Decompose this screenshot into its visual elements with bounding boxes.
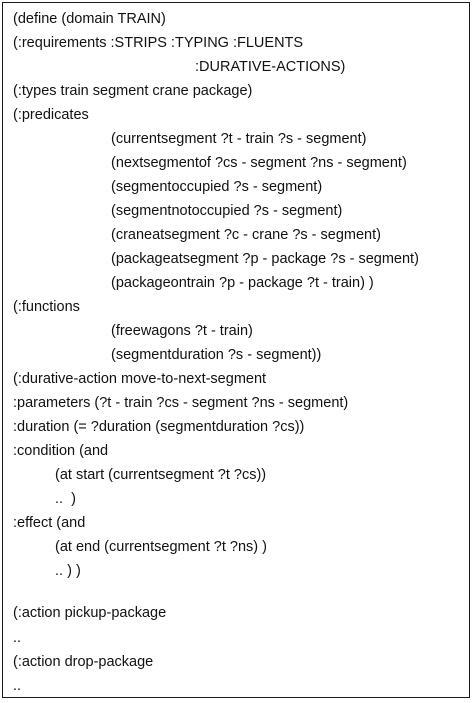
code-line: .. ) [55, 491, 76, 507]
code-line: (freewagons ?t - train) [111, 323, 253, 339]
code-line: (at end (currentsegment ?t ?ns) ) [55, 539, 267, 555]
code-line: (nextsegmentof ?cs - segment ?ns - segment) [111, 155, 407, 171]
code-line: (:requirements :STRIPS :TYPING :FLUENTS [13, 35, 304, 51]
code-line: (:action drop-package [13, 654, 154, 670]
code-line: .. [13, 630, 22, 646]
code-line: (:action pickup-package [13, 605, 167, 621]
code-line: (:types train segment crane package) [13, 83, 253, 99]
code-line: (craneatsegment ?c - crane ?s - segment) [111, 227, 381, 243]
code-frame [2, 2, 470, 698]
code-line: (segmentduration ?s - segment)) [111, 347, 322, 363]
code-line: (:predicates [13, 107, 89, 123]
code-line: .. ) ) [55, 563, 81, 579]
code-line: :effect (and [13, 515, 86, 531]
code-line: (define (domain TRAIN) [13, 11, 166, 27]
code-line: :parameters (?t - train ?cs - segment ?ns - segment) [13, 395, 349, 411]
code-line: :condition (and [13, 443, 109, 459]
code-line: (currentsegment ?t - train ?s - segment) [111, 131, 367, 147]
code-line: (:durative-action move-to-next-segment [13, 371, 267, 387]
code-line: (packageontrain ?p - package ?t - train) ) [111, 275, 374, 291]
code-line: :duration (= ?duration (segmentduration ?cs)) [13, 419, 305, 435]
code-line: (segmentnotoccupied ?s - segment) [111, 203, 343, 219]
code-line: (packageatsegment ?p - package ?s - segment) [111, 251, 419, 267]
code-line: (:functions [13, 299, 80, 315]
code-line: :DURATIVE-ACTIONS) [195, 59, 346, 75]
code-line: .. [13, 678, 22, 694]
code-line: (at start (currentsegment ?t ?cs)) [55, 467, 267, 483]
code-line: (segmentoccupied ?s - segment) [111, 179, 323, 195]
